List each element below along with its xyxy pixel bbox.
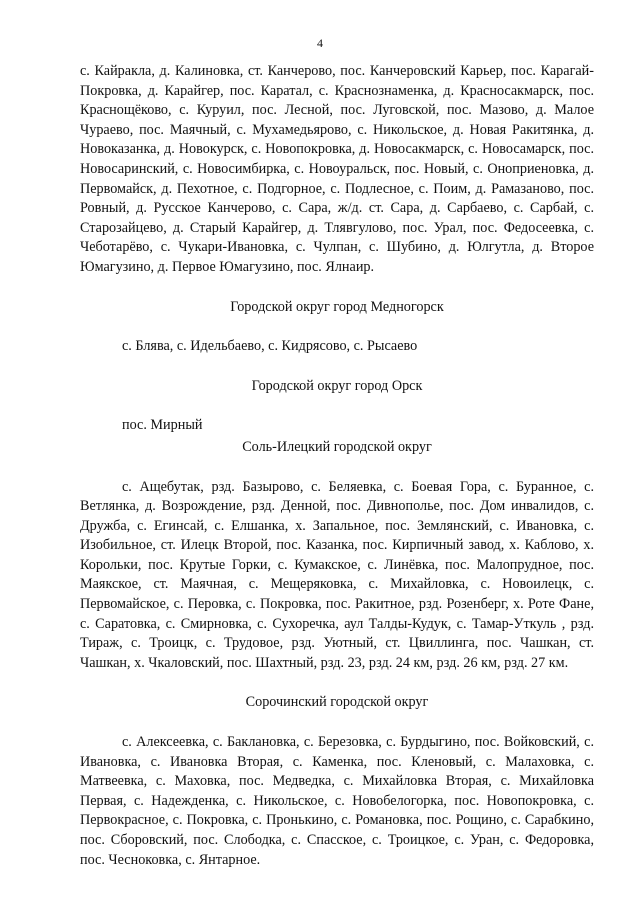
section-heading-mednogorsk: Городской округ город Медногорск <box>230 298 444 315</box>
section-heading-orsk: Городской округ город Орск <box>251 377 423 394</box>
settlement-list-sorochinsk: с. Алексеевка, с. Баклановка, с. Березовка, с. Бурдыгино, пос. Войковский, с. Ивановка, с. Ивановка Вторая, с. Каменка, пос. Кленовый, с. Малаховка, с. Матвеевка, с. Маховка, пос. Медведка, с. Михайловка Вторая, с. Михайловка Первая, с. Надежденка, с. Никольское, с. Новобелогорка, пос. Новопокровка, с. Первокрасное, с. Покровка, с. Пронькино, с. Романовка, пос. Рощино, с. Сарабкино, пос. Сборовский, пос. Слободка, с. Спасское, с. Троицкое, с. Уран, с. Федоровка, пос. Чесноковка, с. Янтарное. <box>80 734 594 868</box>
page-number: 4 <box>317 36 323 50</box>
section-heading-sol-iletsk: Соль-Илецкий городской округ <box>242 438 432 455</box>
settlement-list-sol-iletsk: с. Ащебутак, рзд. Базырово, с. Беляевка, с. Боевая Гора, с. Буранное, с. Ветлянка, д. Возрождение, рзд. Денной, пос. Дивнополье, пос. Дом инвалидов, с. Дружба, с. Егинсай, с. Елшанка, х. Запальное, пос. Землянский, с. Ивановка, с. Изобильное, ст. Илецк Второй, пос. Казанка, пос. Кирпичный завод, х. Каблово, х. Корольки, пос. Крутые Горки, с. Кумакское, с. Линёвка, пос. Малопрудное, пос. Маякское, ст. Маячная, с. Мещеряковка, с. Михайловка, с. Новоилецк, с. Первомайское, с. Перовка, с. Покровка, пос. Ракитное, рзд. Розенберг, х. Роте Фане, с. Саратовка, с. Смирновка, с. Сухоречка, аул Талды-Кудук, с. Тамар-Уткуль , рзд. Тираж, с. Троицк, с. Трудовое, рзд. Уютный, ст. Цвиллинга, пос. Чашкан, ст. Чашкан, х. Чкаловский, пос. Шахтный, рзд. 23, рзд. 24 км, рзд. 26 км, рзд. 27 км. <box>80 478 594 671</box>
settlement-list-orsk: пос. Мирный <box>122 417 203 434</box>
document-body <box>80 62 594 870</box>
section-heading-sorochinsk: Сорочинский городской округ <box>245 694 429 711</box>
settlement-list-continued: с. Кайракла, д. Калиновка, ст. Канчерово, пос. Канчеровский Карьер, пос. Карагай-Покровка, д. Карайгер, пос. Каратал, с. Краснознаменка, д. Красносакмарск, пос. Краснощёково, с. Куруил, пос. Лесной, пос. Луговской, пос. Мазово, д. Малое Чураево, пос. Маячный, с. Мухамедьярово, с. Никольское, д. Новая Ракитянка, д. Новоказанка, д. Новокурск, с. Новопокровка, д. Новосакмарск, с. Новосамарск, пос. Новосаринский, с. Новосимбирка, с. Новоуральск, пос. Новый, с. Оноприеновка, д. Первомайск, д. Пехотное, с. Подгорное, с. Подлесное, с. Поим, д. Рамазаново, пос. Ровный, д. Русское Канчерово, с. Сара, ж/д. ст. Сара, д. Сарбаево, с. Сарбай, с. Старозайцево, д. Старый Карайгер, д. Тлявгулово, пос. Урал, пос. Федосеевка, с. Чеботарёво, с. Чукари-Ивановка, с. Чулпан, с. Шубино, д. Юлгутла, д. Второе Юмагузино, д. Первое Юмагузино, пос. Ялнаир. <box>80 63 594 275</box>
settlement-list-mednogorsk: с. Блява, с. Идельбаево, с. Кидрясово, с. Рысаево <box>122 338 418 355</box>
